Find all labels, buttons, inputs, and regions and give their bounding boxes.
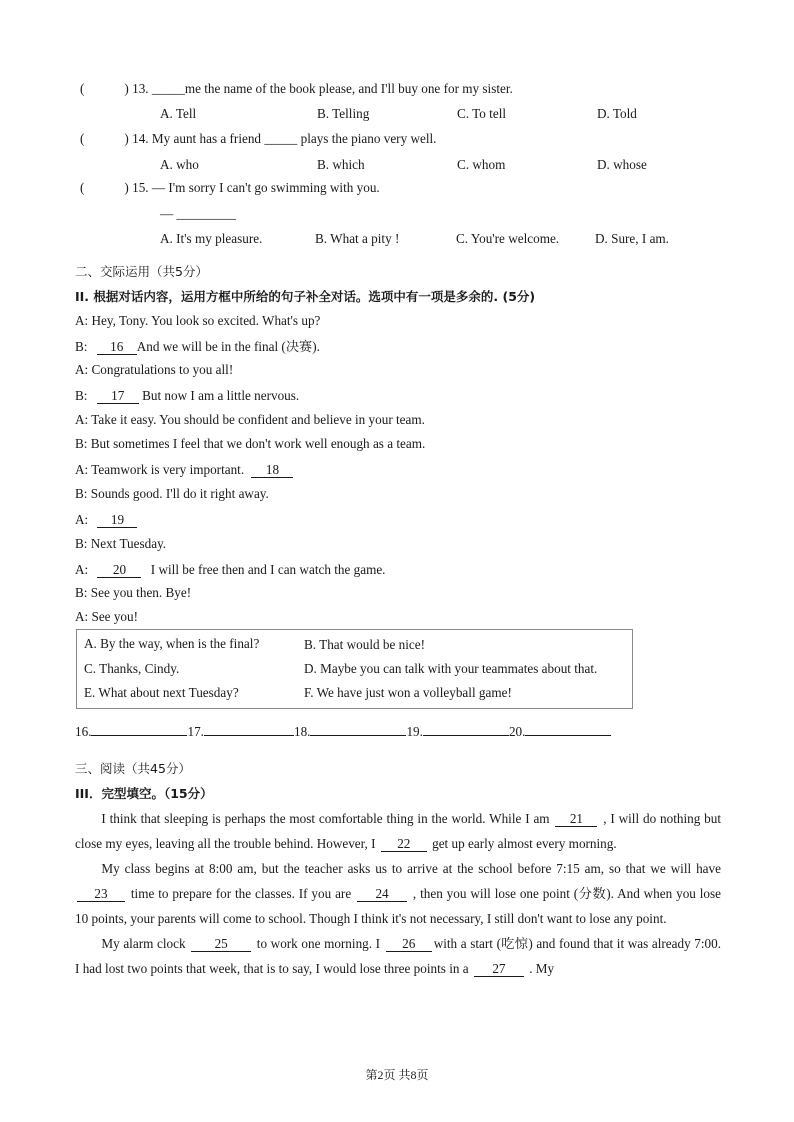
box-option-f: F. We have just won a volleyball game! [304, 685, 512, 700]
line-text: Sounds good. I'll do it right away. [90, 486, 269, 501]
page-footer: 第2页 共8页 [365, 1068, 429, 1082]
speaker: A: [75, 362, 89, 377]
text: My alarm clock [101, 936, 186, 951]
blank-23[interactable]: 23 [77, 886, 125, 902]
option-b[interactable]: B. which [317, 157, 365, 172]
dialogue-line [75, 608, 138, 626]
question-15 [80, 179, 380, 197]
text: . My [529, 961, 555, 976]
question-14 [80, 130, 436, 148]
option-a[interactable]: A. who [160, 157, 199, 172]
text: to work one morning. I [256, 936, 381, 951]
question-13 [80, 80, 513, 98]
answer-blank-20[interactable] [525, 735, 611, 736]
blank-26[interactable]: 26 [386, 936, 432, 952]
blank-16[interactable]: 16 [97, 339, 137, 355]
paragraph [75, 806, 721, 856]
box-option-c: C. Thanks, Cindy. [84, 661, 180, 676]
box-option-a: A. By the way, when is the final? [84, 636, 260, 651]
dialogue-line [75, 312, 320, 330]
text: , then you will lose one point (分数). And when you lose 10 points, your parents will come to school. Though I think it's not necessary, I still don't want to lose any point. [75, 886, 721, 926]
blank-22[interactable]: 22 [381, 836, 427, 852]
answer-paren-close: ) [124, 131, 129, 146]
speaker: A: [75, 512, 89, 527]
line-text: Take it easy. You should be confident and believe in your team. [91, 412, 425, 427]
section-instruction: II. 根据对话内容，运用方框中所给的句子补全对话。选项中有一项是多余的. (5分) [75, 289, 536, 304]
dialogue-line [75, 387, 299, 405]
option-b[interactable]: B. Telling [317, 106, 370, 121]
speaker: B: [75, 339, 88, 354]
line-text: Next Tuesday. [90, 536, 167, 551]
section-heading: 三、阅读（共45分） [75, 761, 191, 776]
speaker: B: [75, 486, 88, 501]
question-number: 14. [132, 131, 149, 146]
dialogue-line [75, 535, 166, 553]
line-text: But sometimes I feel that we don't work well enough as a team. [90, 436, 426, 451]
speaker: B: [75, 585, 88, 600]
line-text: I will be free then and I can watch the game. [150, 562, 386, 577]
speaker: A: [75, 562, 89, 577]
reply-blank: — _________ [160, 206, 236, 221]
dialogue-line [75, 511, 137, 529]
section-heading: 二、交际运用（共5分） [75, 264, 208, 279]
box-option-e: E. What about next Tuesday? [84, 685, 239, 700]
question-number: 13. [132, 81, 149, 96]
text: get up early almost every morning. [432, 836, 617, 851]
dialogue-line [75, 461, 293, 479]
blank-27[interactable]: 27 [474, 961, 524, 977]
speaker: B: [75, 388, 88, 403]
answer-label: 20. [508, 724, 526, 739]
paragraph [75, 856, 721, 931]
option-a[interactable]: A. Tell [160, 106, 197, 121]
dialogue-line [75, 561, 385, 579]
blank: _____ [151, 81, 185, 96]
speaker: A: [75, 412, 89, 427]
answer-label: 19. [406, 724, 423, 739]
answer-blank-19[interactable] [423, 735, 509, 736]
question-number: 15. [132, 180, 149, 195]
paragraph [75, 931, 721, 981]
text: time to prepare for the classes. If you are [130, 886, 352, 901]
dialogue-line [75, 361, 233, 379]
question-text: me the name of the book please, and I'll buy one for my sister. [184, 81, 513, 96]
blank-20[interactable]: 20 [97, 562, 141, 578]
line-text: Hey, Tony. You look so excited. What's up? [91, 313, 321, 328]
options-box [76, 629, 633, 709]
answer-blank-16[interactable] [91, 735, 187, 736]
box-option-b: B. That would be nice! [304, 637, 425, 652]
question-prefix: My aunt has a friend [151, 131, 262, 146]
dialogue-line [75, 485, 269, 503]
blank-24[interactable]: 24 [357, 886, 407, 902]
blank: _____ [264, 131, 298, 146]
line-text: See you! [91, 609, 138, 624]
dialogue-line [75, 584, 191, 602]
answer-paren-close: ) [124, 81, 129, 96]
text: My class begins at 8:00 am, but the teacher asks us to arrive at the school before 7:15 am, so that we will have [101, 861, 721, 876]
answer-label: 16. [75, 724, 92, 739]
blank-18[interactable]: 18 [251, 462, 293, 478]
option-b[interactable]: B. What a pity ! [315, 231, 400, 246]
speaker: A: [75, 313, 89, 328]
question-text: — I'm sorry I can't go swimming with you. [151, 180, 380, 195]
section-instruction: III．完型填空。（15分） [75, 786, 213, 801]
blank-17[interactable]: 17 [97, 388, 139, 404]
answer-label: 17. [187, 724, 204, 739]
box-option-d: D. Maybe you can talk with your teammates about that. [304, 661, 598, 676]
answer-label: 18. [293, 724, 311, 739]
line-text: Teamwork is very important. [91, 462, 245, 477]
text: with a start (吃惊) and found that it was already 7:00. I had lost two points that week, that is to say, I would lose three points in a [75, 936, 722, 976]
question-text: plays the piano very well. [300, 131, 437, 146]
answer-line [75, 723, 611, 741]
speaker: B: [75, 536, 88, 551]
line-text: But now I am a little nervous. [142, 388, 300, 403]
option-d[interactable]: D. Told [597, 106, 637, 121]
option-d[interactable]: D. Sure, I am. [595, 231, 669, 246]
speaker: A: [75, 609, 89, 624]
answer-paren-open: ( [80, 81, 85, 96]
option-c[interactable]: C. To tell [457, 106, 507, 121]
answer-blank-18[interactable] [310, 735, 406, 736]
blank-21[interactable]: 21 [555, 811, 597, 827]
dialogue-line [75, 411, 425, 429]
line-text: Congratulations to you all! [91, 362, 234, 377]
line-text: See you then. Bye! [90, 585, 192, 600]
answer-paren-open: ( [80, 131, 85, 146]
text: I think that sleeping is perhaps the most comfortable thing in the world. While I am [101, 811, 550, 826]
answer-paren-close: ) [124, 180, 129, 195]
option-c[interactable]: C. whom [457, 157, 506, 172]
line-text: And we will be in the final (决赛). [136, 339, 320, 354]
option-c[interactable]: C. You're welcome. [456, 231, 560, 246]
blank-25[interactable]: 25 [191, 936, 251, 952]
dialogue-line [75, 338, 320, 356]
speaker: A: [75, 462, 89, 477]
dialogue-line [75, 435, 425, 453]
option-d[interactable]: D. whose [597, 157, 647, 172]
blank-19[interactable]: 19 [97, 512, 137, 528]
answer-paren-open: ( [80, 180, 85, 195]
option-a[interactable]: A. It's my pleasure. [160, 231, 263, 246]
speaker: B: [75, 436, 88, 451]
text: , I will do nothing but close my eyes, leaving all the trouble behind. However, I [75, 811, 722, 851]
answer-blank-17[interactable] [204, 735, 294, 736]
passage [75, 806, 721, 981]
